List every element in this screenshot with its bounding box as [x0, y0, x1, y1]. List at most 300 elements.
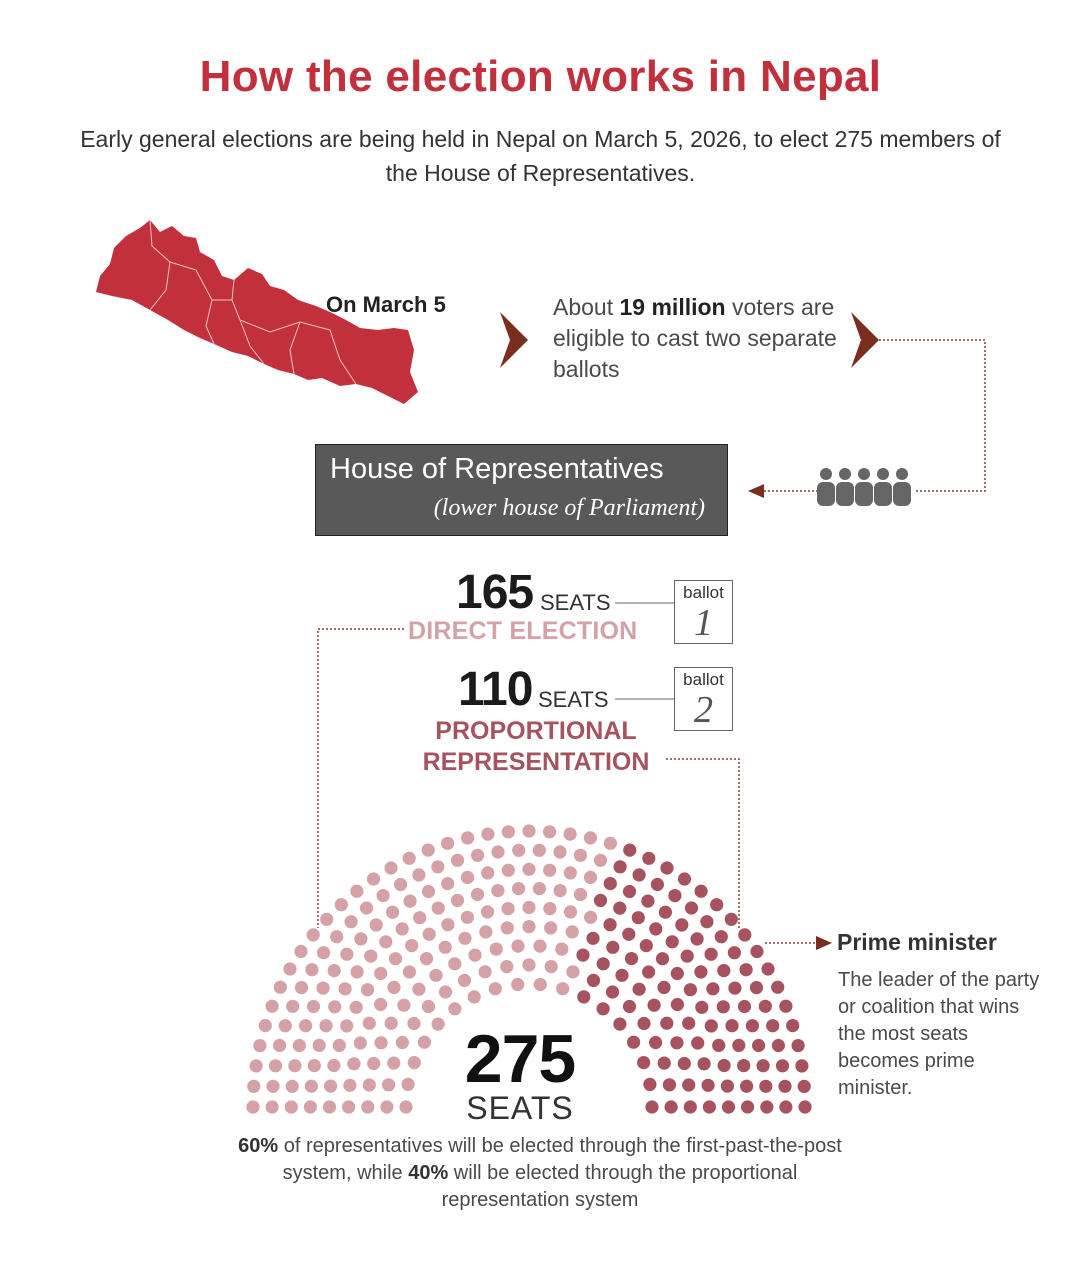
seat-proportional	[586, 932, 599, 945]
seat-direct	[404, 895, 417, 908]
seat-proportional	[752, 1039, 765, 1052]
seat-direct	[320, 913, 333, 926]
seat-direct	[502, 864, 515, 877]
seat-proportional	[613, 902, 626, 915]
direct-seats-unit: SEATS	[540, 590, 611, 615]
seat-direct	[441, 837, 454, 850]
chevron-right-icon	[500, 312, 528, 368]
seat-proportional	[694, 965, 707, 978]
seat-direct	[554, 884, 567, 897]
seat-proportional	[648, 999, 661, 1012]
chevron-right-icon	[851, 312, 879, 368]
seat-direct	[363, 1078, 376, 1091]
seat-proportional	[750, 981, 763, 994]
seat-direct	[522, 824, 535, 837]
seat-direct	[324, 1080, 337, 1093]
seat-direct	[250, 1059, 263, 1072]
seat-direct	[370, 918, 383, 931]
seat-direct	[468, 990, 481, 1003]
seat-proportional	[685, 901, 698, 914]
seat-proportional	[722, 1100, 735, 1113]
seat-direct	[364, 950, 377, 963]
seat-proportional	[717, 964, 730, 977]
seat-direct	[584, 831, 597, 844]
seat-proportional	[705, 1019, 718, 1032]
house-subtitle: (lower house of Parliament)	[433, 495, 705, 521]
seat-direct	[397, 999, 410, 1012]
seat-proportional	[682, 1078, 695, 1091]
seat-direct	[566, 965, 579, 978]
seat-direct	[328, 964, 341, 977]
seat-proportional	[712, 1039, 725, 1052]
seat-direct	[423, 928, 436, 941]
seat-direct	[522, 958, 535, 971]
seat-direct	[247, 1080, 260, 1093]
seat-direct	[407, 1017, 420, 1030]
seat-direct	[574, 888, 587, 901]
seat-direct	[584, 911, 597, 924]
seat-direct	[461, 831, 474, 844]
seat-direct	[335, 898, 348, 911]
voters-prefix: About	[553, 294, 620, 320]
seat-direct	[564, 866, 577, 879]
seat-proportional	[798, 1100, 811, 1113]
seat-direct	[361, 1100, 374, 1113]
seat-direct	[584, 871, 597, 884]
seat-direct	[293, 1039, 306, 1052]
seat-direct	[374, 967, 387, 980]
seat-proportional	[725, 913, 738, 926]
seat-proportional	[738, 928, 751, 941]
seat-direct	[361, 983, 374, 996]
seat-direct	[379, 935, 392, 948]
seat-proportional	[576, 949, 589, 962]
seat-proportional	[740, 963, 753, 976]
seat-direct	[279, 1019, 292, 1032]
seat-direct	[461, 911, 474, 924]
proportional-label	[410, 716, 662, 778]
seat-direct	[340, 1019, 353, 1032]
seat-proportional	[746, 1019, 759, 1032]
seat-direct	[432, 902, 445, 915]
seat-direct	[375, 1036, 388, 1049]
seat-direct	[502, 902, 515, 915]
seat-proportional	[663, 1078, 676, 1091]
seat-direct	[367, 872, 380, 885]
seat-direct	[566, 925, 579, 938]
ballot-number: 2	[694, 689, 713, 731]
pct-proportional: 40%	[408, 1162, 449, 1184]
seat-proportional	[725, 1019, 738, 1032]
seat-direct	[544, 921, 557, 934]
seat-proportional	[645, 1100, 658, 1113]
seat-proportional	[771, 981, 784, 994]
seat-direct	[422, 844, 435, 857]
seat-proportional	[623, 885, 636, 898]
seat-direct	[333, 1039, 346, 1052]
seat-direct	[354, 932, 367, 945]
seat-proportional	[643, 1078, 656, 1091]
seat-proportional	[695, 885, 708, 898]
house-title: House of Representatives	[330, 453, 664, 485]
seat-direct	[500, 960, 513, 973]
seat-proportional	[675, 918, 688, 931]
seat-direct	[451, 894, 464, 907]
seat-proportional	[666, 935, 679, 948]
seat-direct	[501, 921, 514, 934]
seat-proportional	[776, 1059, 789, 1072]
seat-proportional	[657, 981, 670, 994]
seat-proportional	[614, 860, 627, 873]
seat-direct	[319, 1019, 332, 1032]
seat-direct	[522, 920, 535, 933]
footnote	[230, 1133, 850, 1214]
seat-proportional	[728, 982, 741, 995]
seat-direct	[343, 1079, 356, 1092]
seat-proportional	[615, 969, 628, 982]
seat-proportional	[671, 998, 684, 1011]
seat-direct	[308, 1059, 321, 1072]
arrow-head-icon	[748, 484, 764, 498]
seat-proportional	[702, 1079, 715, 1092]
seat-direct	[468, 949, 481, 962]
seat-direct	[481, 905, 494, 918]
seat-direct	[448, 1002, 461, 1015]
seat-direct	[461, 871, 474, 884]
seat-direct	[511, 978, 524, 991]
seat-proportional	[700, 915, 713, 928]
seat-proportional	[633, 983, 646, 996]
seat-proportional	[606, 985, 619, 998]
seat-proportional	[604, 918, 617, 931]
seat-direct	[339, 982, 352, 995]
seat-proportional	[660, 861, 673, 874]
voters-suffix: voters are eligible to cast two separate ballots	[553, 294, 837, 382]
seat-direct	[441, 918, 454, 931]
seat-direct	[384, 861, 397, 874]
seat-direct	[408, 1056, 421, 1069]
seat-proportional	[779, 1100, 792, 1113]
seat-direct	[342, 1100, 355, 1113]
seat-proportional	[681, 950, 694, 963]
seat-proportional	[656, 952, 669, 965]
seat-proportional	[678, 1057, 691, 1070]
seat-direct	[481, 866, 494, 879]
seat-proportional	[597, 1002, 610, 1015]
seat-direct	[412, 868, 425, 881]
seat-proportional	[698, 1057, 711, 1070]
seat-proportional	[691, 1036, 704, 1049]
seat-direct	[330, 930, 343, 943]
seat-direct	[543, 864, 556, 877]
total-seats-unit: SEATS	[466, 1090, 574, 1126]
seat-direct	[402, 1078, 415, 1091]
seat-proportional	[792, 1039, 805, 1052]
seat-direct	[534, 978, 547, 991]
seat-proportional	[659, 906, 672, 919]
ballot-2-box	[674, 667, 733, 731]
seat-direct	[396, 1036, 409, 1049]
seat-proportional	[625, 952, 638, 965]
seat-direct	[360, 901, 373, 914]
seat-proportional	[678, 872, 691, 885]
house-box	[315, 444, 728, 536]
seat-direct	[481, 828, 494, 841]
seat-direct	[340, 948, 353, 961]
seat-proportional	[766, 1019, 779, 1032]
direct-seat-count: 165	[456, 566, 534, 619]
prime-minister-text: The leader of the party or coalition that wins the most seats becomes prime minister.	[838, 969, 1040, 1099]
seat-proportional	[759, 1080, 772, 1093]
seat-proportional	[717, 1000, 730, 1013]
seat-proportional	[604, 877, 617, 890]
seat-proportional	[732, 1039, 745, 1052]
seat-direct	[274, 981, 287, 994]
seat-direct	[522, 901, 535, 914]
seat-direct	[269, 1059, 282, 1072]
seat-proportional	[632, 911, 645, 924]
seat-direct	[266, 1100, 279, 1113]
proportional-label-line1: PROPORTIONAL	[435, 717, 637, 745]
seat-proportional	[691, 932, 704, 945]
seat-proportional	[706, 982, 719, 995]
seat-proportional	[684, 983, 697, 996]
seat-proportional	[642, 965, 655, 978]
seat-direct	[543, 825, 556, 838]
seat-direct	[286, 1080, 299, 1093]
seat-proportional	[577, 990, 590, 1003]
seat-proportional	[627, 1036, 640, 1049]
voters-count: 19 million	[619, 294, 726, 320]
seat-direct	[350, 1001, 363, 1014]
seat-direct	[545, 960, 558, 973]
seat-direct	[253, 1039, 266, 1052]
prime-minister-title: Prime minister	[837, 929, 997, 955]
note-text-1: of representatives will be elected through the first-past-the-post system, while	[278, 1135, 842, 1184]
connector-line	[879, 340, 985, 491]
seat-direct	[350, 885, 363, 898]
seat-direct	[345, 915, 358, 928]
seat-proportional	[757, 1059, 770, 1072]
seat-proportional	[649, 1036, 662, 1049]
seat-direct	[385, 1017, 398, 1030]
seat-direct	[387, 1057, 400, 1070]
seat-direct	[413, 911, 426, 924]
seat-proportional	[668, 889, 681, 902]
direct-election-label: DIRECT ELECTION	[408, 617, 638, 645]
seat-direct	[347, 1057, 360, 1070]
seat-direct	[403, 852, 416, 865]
page-subtitle: Early general elections are being held in Nepal on March 5, 2026, to elect 275 members of the House of Representatives.	[80, 126, 1001, 186]
seat-proportional	[641, 895, 654, 908]
seat-proportional	[637, 1017, 650, 1030]
seat-direct	[382, 1078, 395, 1091]
seat-proportional	[740, 1080, 753, 1093]
people-group-icon	[817, 468, 911, 506]
ballot-label: ballot	[683, 583, 724, 602]
seat-direct	[574, 849, 587, 862]
seat-direct	[327, 1059, 340, 1072]
voters-text	[553, 292, 853, 385]
seat-direct	[288, 1059, 301, 1072]
seat-proportional	[759, 1000, 772, 1013]
seat-direct	[479, 925, 492, 938]
seat-direct	[317, 946, 330, 959]
seat-direct	[367, 1057, 380, 1070]
date-label: On March 5	[326, 292, 446, 317]
seat-direct	[399, 1100, 412, 1113]
seat-direct	[323, 1100, 336, 1113]
note-text-2: will be elected through the proportional representation system	[441, 1162, 798, 1211]
seat-proportional	[738, 1000, 751, 1013]
seat-proportional	[623, 1000, 636, 1013]
seat-proportional	[778, 1080, 791, 1093]
seat-proportional	[594, 894, 607, 907]
seat-direct	[266, 1080, 279, 1093]
seat-direct	[363, 1017, 376, 1030]
pct-direct: 60%	[238, 1135, 279, 1157]
seat-direct	[489, 982, 502, 995]
seat-direct	[533, 844, 546, 857]
seat-direct	[448, 957, 461, 970]
seat-proportional	[795, 1059, 808, 1072]
ballot-1-box	[674, 580, 733, 644]
seat-direct	[441, 877, 454, 890]
seat-direct	[283, 962, 296, 975]
seat-proportional	[761, 962, 774, 975]
seat-proportional	[682, 1017, 695, 1030]
seat-direct	[490, 943, 503, 956]
seat-direct	[458, 932, 471, 945]
seat-proportional	[705, 948, 718, 961]
seat-proportional	[786, 1019, 799, 1032]
seat-direct	[543, 902, 556, 915]
seat-proportional	[658, 1057, 671, 1070]
seat-direct	[295, 981, 308, 994]
seat-direct	[564, 828, 577, 841]
seat-proportional	[715, 930, 728, 943]
seat-direct	[471, 888, 484, 901]
seat-proportional	[741, 1100, 754, 1113]
seat-direct	[285, 1100, 298, 1113]
seat-proportional	[750, 945, 763, 958]
seat-direct	[533, 882, 546, 895]
seat-proportional	[772, 1039, 785, 1052]
seat-proportional	[597, 957, 610, 970]
ballot-number: 1	[694, 602, 713, 644]
seat-direct	[286, 1000, 299, 1013]
seat-direct	[307, 928, 320, 941]
seat-proportional	[703, 1100, 716, 1113]
seat-proportional	[665, 1100, 678, 1113]
seat-proportional	[779, 1000, 792, 1013]
seat-proportional	[660, 1017, 673, 1030]
seat-proportional	[637, 1056, 650, 1069]
seat-direct	[305, 1080, 318, 1093]
seat-direct	[403, 965, 416, 978]
seat-direct	[594, 854, 607, 867]
seat-direct	[439, 985, 452, 998]
proportional-seats-unit: SEATS	[538, 687, 609, 712]
proportional-seat-count: 110	[458, 663, 533, 716]
seat-direct	[458, 974, 471, 987]
seat-direct	[512, 882, 525, 895]
direct-bracket	[318, 629, 404, 928]
seat-direct	[305, 963, 318, 976]
seat-proportional	[622, 928, 635, 941]
seat-direct	[394, 878, 407, 891]
seat-proportional	[640, 939, 653, 952]
seat-proportional	[760, 1100, 773, 1113]
seat-direct	[389, 952, 402, 965]
seat-direct	[512, 844, 525, 857]
arrow-head-icon	[816, 936, 832, 950]
seat-direct	[533, 940, 546, 953]
seat-proportional	[798, 1080, 811, 1093]
seat-proportional	[587, 974, 600, 987]
seat-direct	[439, 941, 452, 954]
seat-direct	[313, 1039, 326, 1052]
seat-direct	[354, 1036, 367, 1049]
seat-direct	[420, 952, 433, 965]
seat-proportional	[671, 967, 684, 980]
seat-direct	[307, 1000, 320, 1013]
seat-direct	[471, 849, 484, 862]
seat-proportional	[710, 898, 723, 911]
seat-direct	[422, 885, 435, 898]
seat-direct	[380, 1100, 393, 1113]
seat-direct	[431, 860, 444, 873]
seat-direct	[479, 965, 492, 978]
seat-direct	[304, 1100, 317, 1113]
seat-direct	[299, 1019, 312, 1032]
seat-proportional	[718, 1059, 731, 1072]
seat-direct	[294, 945, 307, 958]
seat-proportional	[670, 1036, 683, 1049]
seat-direct	[502, 825, 515, 838]
page-title: How the election works in Nepal	[199, 52, 882, 101]
total-seat-count: 275	[464, 1021, 576, 1097]
seat-direct	[564, 905, 577, 918]
seat-direct	[429, 969, 442, 982]
seat-direct	[412, 983, 425, 996]
seat-direct	[511, 940, 524, 953]
seat-proportional	[737, 1059, 750, 1072]
seat-direct	[351, 965, 364, 978]
seat-direct	[553, 845, 566, 858]
seat-direct	[555, 943, 568, 956]
seat-proportional	[684, 1100, 697, 1113]
seat-direct	[246, 1100, 259, 1113]
ballot-label: ballot	[683, 670, 724, 689]
seat-proportional	[695, 1001, 708, 1014]
seat-proportional	[642, 852, 655, 865]
seat-proportional	[623, 844, 636, 857]
seat-direct	[273, 1039, 286, 1052]
seat-direct	[491, 884, 504, 897]
seat-proportional	[721, 1080, 734, 1093]
seat-proportional	[651, 878, 664, 891]
seat-proportional	[728, 946, 741, 959]
seat-direct	[422, 1000, 435, 1013]
seat-direct	[451, 854, 464, 867]
seat-direct	[556, 982, 569, 995]
seat-proportional	[649, 922, 662, 935]
seat-direct	[317, 982, 330, 995]
proportional-bracket	[666, 759, 739, 928]
seat-direct	[396, 922, 409, 935]
seat-direct	[259, 1019, 272, 1032]
